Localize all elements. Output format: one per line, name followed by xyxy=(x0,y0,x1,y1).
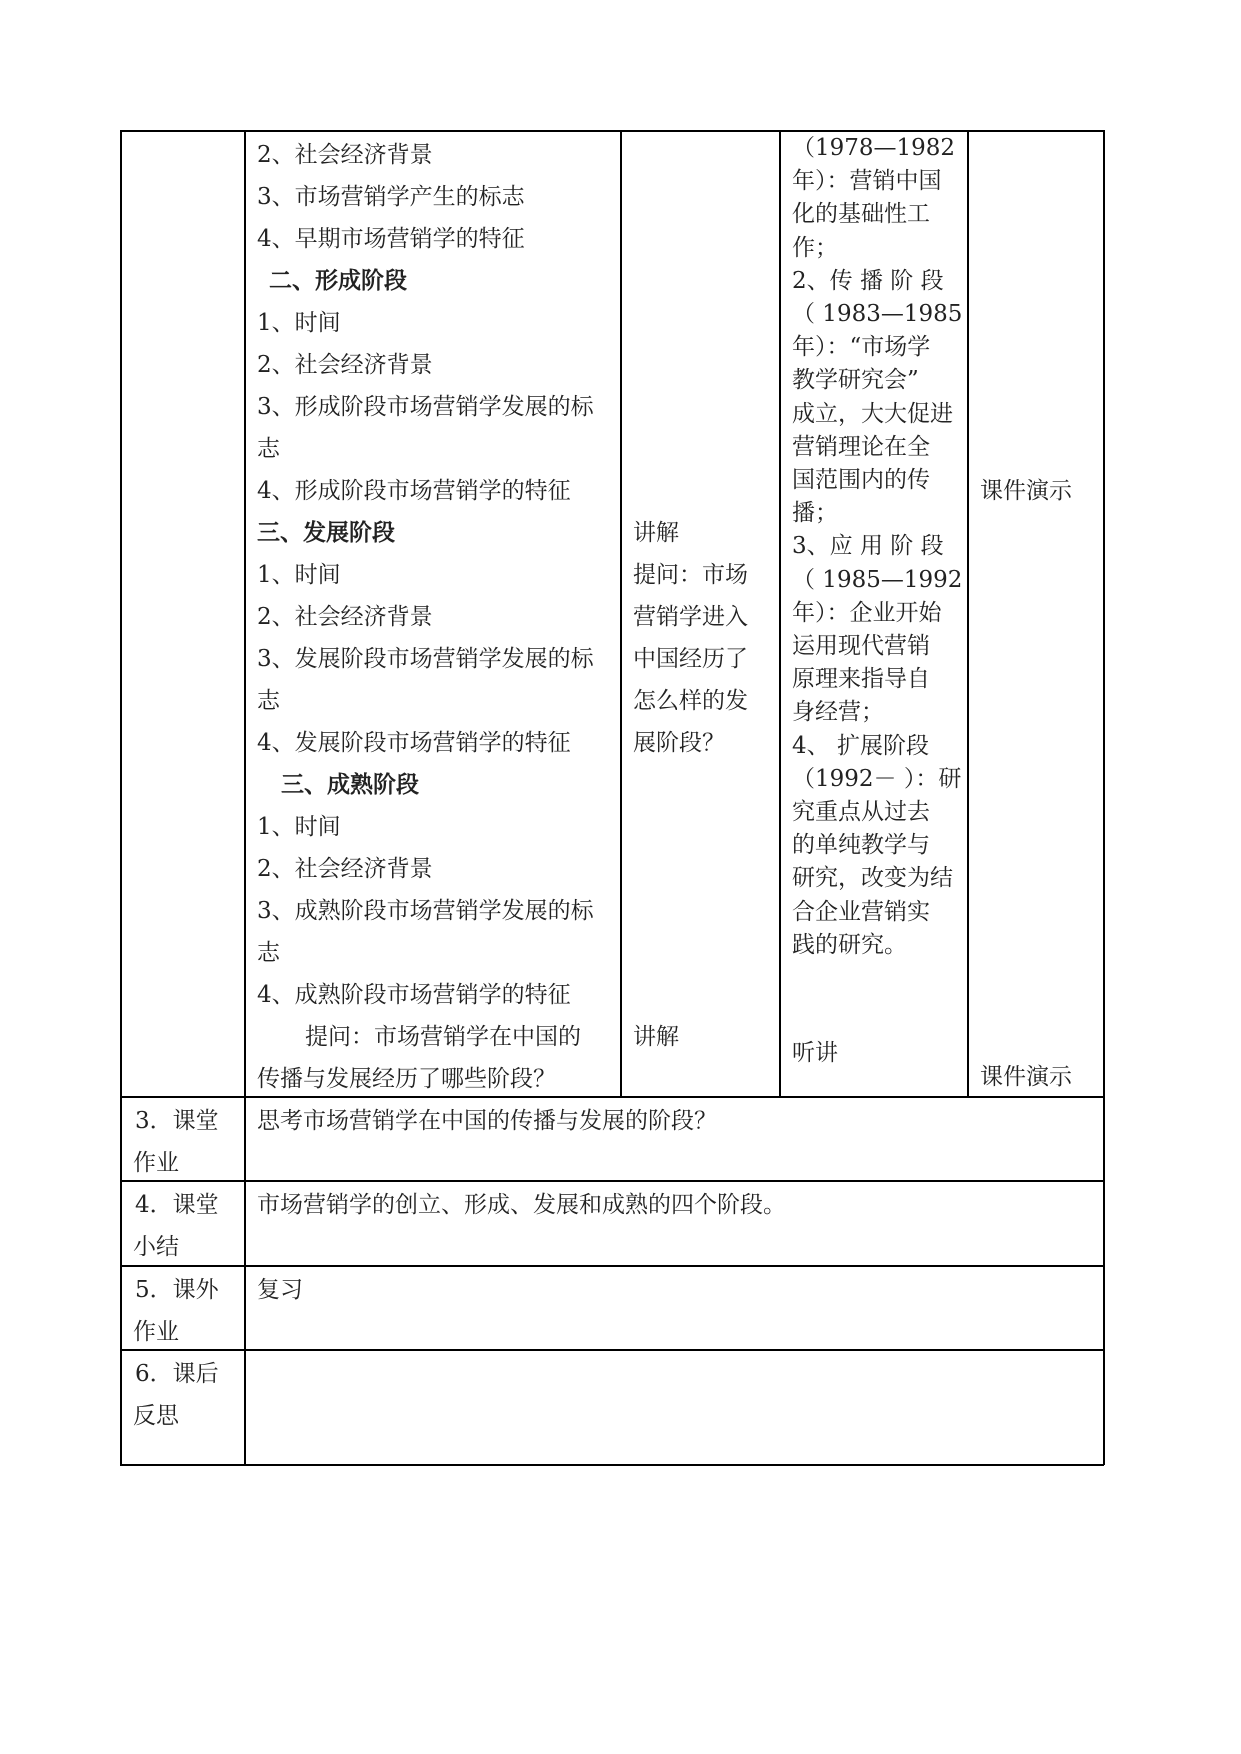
teacher-line: 展阶段？ xyxy=(633,730,725,756)
outline-line: 2、社会经济背景 xyxy=(257,604,433,630)
student-line: 化的基础性工 xyxy=(792,201,930,228)
outline-line: 4、成熟阶段市场营销学的特征 xyxy=(257,982,571,1008)
outline-line: 三、发展阶段 xyxy=(257,519,395,546)
table-border-right xyxy=(1103,130,1105,1465)
student-line: 2、传 播 阶 段 xyxy=(792,267,944,294)
table-border-left xyxy=(120,130,122,1465)
outline-line: 4、早期市场营销学的特征 xyxy=(257,226,525,252)
student-column-divider xyxy=(779,130,781,1097)
student-line: 教学研究会” xyxy=(792,367,919,394)
student-line: 国范围内的传 xyxy=(792,467,930,493)
outline-line: 2、社会经济背景 xyxy=(257,142,433,168)
table-border-bottom xyxy=(120,1464,1104,1466)
row-content-summary: 市场营销学的创立、形成、发展和成熟的四个阶段。 xyxy=(257,1192,786,1218)
student-line: 运用现代营销 xyxy=(792,633,930,659)
teacher-line: 提问：市场 xyxy=(633,562,748,588)
table-border-top xyxy=(120,130,1104,132)
media-note: 课件演示 xyxy=(980,478,1072,504)
media-note-final: 课件演示 xyxy=(980,1064,1072,1090)
teacher-line: 营销学进入 xyxy=(633,604,748,630)
student-line: （ 1985—1992 xyxy=(792,566,963,593)
teacher-line: 中国经历了 xyxy=(633,646,748,672)
outline-line: 3、市场营销学产生的标志 xyxy=(257,184,525,210)
row-divider-4 xyxy=(120,1349,1104,1351)
outline-line: 志 xyxy=(257,940,280,966)
outline-line: 提问：市场营销学在中国的 xyxy=(305,1024,581,1050)
outline-line: 传播与发展经历了哪些阶段？ xyxy=(257,1066,556,1092)
row-divider-2 xyxy=(120,1180,1104,1182)
outline-line: 三、成熟阶段 xyxy=(281,771,419,798)
teacher-line: 讲解 xyxy=(633,1024,679,1050)
student-line: 3、应 用 阶 段 xyxy=(792,533,944,560)
student-line: 的单纯教学与 xyxy=(792,832,930,859)
outline-line: 4、形成阶段市场营销学的特征 xyxy=(257,478,571,504)
outline-line: 1、时间 xyxy=(257,310,341,336)
student-line: 原理来指导自 xyxy=(792,666,930,693)
row-divider-3 xyxy=(120,1265,1104,1267)
media-column-divider xyxy=(967,130,969,1097)
student-line: 年）：营销中国 xyxy=(792,168,942,195)
row-label-summary-2: 小结 xyxy=(133,1234,179,1260)
student-line: 合企业营销实 xyxy=(792,898,930,925)
student-line: 年）：企业开始 xyxy=(792,599,942,626)
row-label-summary: 4．课堂 xyxy=(135,1192,219,1218)
student-line: 营销理论在全 xyxy=(792,433,930,460)
outline-line: 志 xyxy=(257,436,280,462)
outline-line: 1、时间 xyxy=(257,562,341,588)
teacher-line: 讲解 xyxy=(633,520,679,546)
row-content-homework: 思考市场营销学在中国的传播与发展的阶段？ xyxy=(257,1108,717,1134)
row-content-after-class: 复习 xyxy=(257,1277,303,1303)
student-line: 作； xyxy=(792,234,838,261)
outline-line: 2、社会经济背景 xyxy=(257,856,433,882)
outline-line: 二、形成阶段 xyxy=(269,267,407,294)
student-line: 播； xyxy=(792,500,838,527)
label-column-divider xyxy=(244,130,246,1465)
teacher-line: 怎么样的发 xyxy=(633,688,748,714)
student-line: 究重点从过去 xyxy=(792,799,930,825)
student-line: 4、 扩展阶段 xyxy=(792,732,929,759)
row-label-after-class-2: 作业 xyxy=(133,1319,179,1345)
row-label-after-class: 5．课外 xyxy=(135,1277,219,1303)
student-line: 身经营； xyxy=(792,699,884,726)
row-label-reflection-2: 反思 xyxy=(133,1403,179,1429)
outline-line: 3、发展阶段市场营销学发展的标 xyxy=(257,646,594,672)
outline-line: 1、时间 xyxy=(257,814,341,840)
student-line: 年）：“市场学 xyxy=(792,334,931,361)
outline-line: 4、发展阶段市场营销学的特征 xyxy=(257,730,571,756)
student-line: 践的研究。 xyxy=(792,931,907,958)
student-line: 研究，改变为结 xyxy=(792,865,953,892)
outline-line: 3、成熟阶段市场营销学发展的标 xyxy=(257,898,594,924)
student-activity-final: 听讲 xyxy=(792,1040,838,1066)
outline-line: 3、形成阶段市场营销学发展的标 xyxy=(257,394,594,420)
student-line: （1978—1982 xyxy=(792,135,956,161)
row-label-reflection: 6．课后 xyxy=(135,1361,219,1387)
row-label-homework: 3．课堂 xyxy=(135,1108,219,1134)
teacher-column-divider xyxy=(620,130,622,1097)
student-line: （ 1983—1985 xyxy=(792,301,963,327)
outline-line: 志 xyxy=(257,688,280,714)
row-label-homework-2: 作业 xyxy=(133,1150,179,1176)
student-line: 成立，大大促进 xyxy=(792,400,953,427)
student-line: （1992－ ）：研 xyxy=(792,765,962,792)
outline-line: 2、社会经济背景 xyxy=(257,352,433,378)
